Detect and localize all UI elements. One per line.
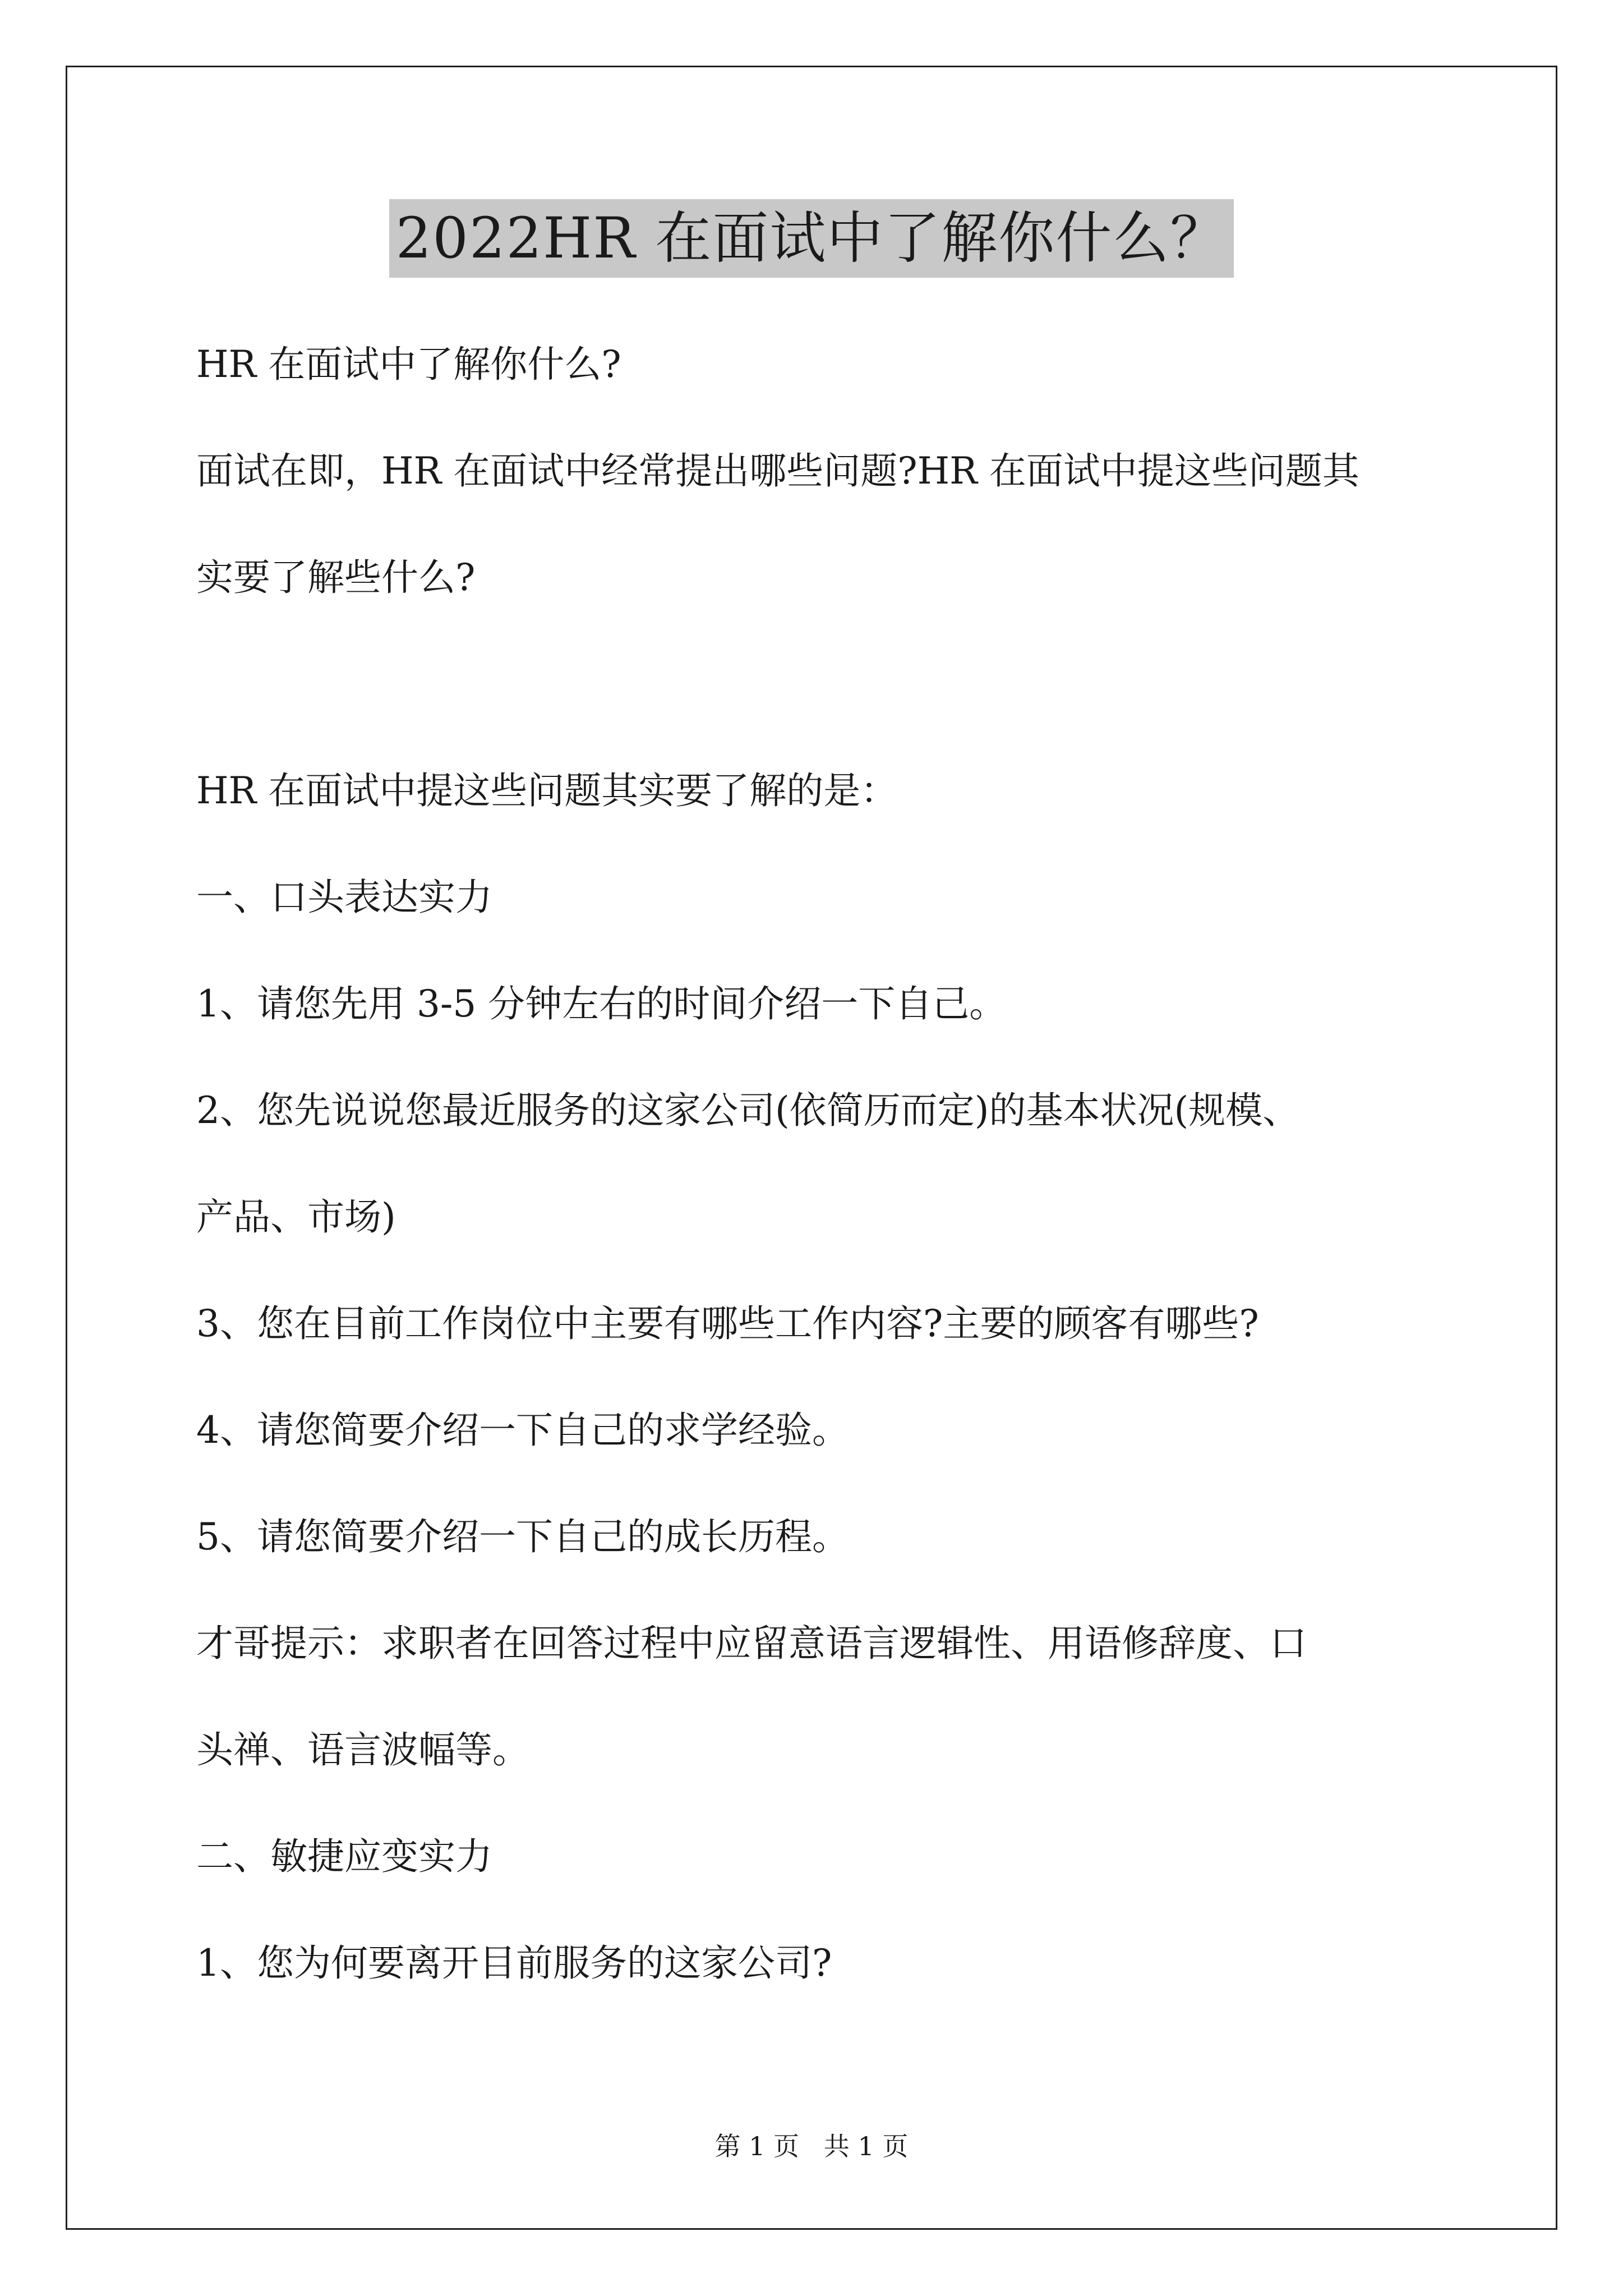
list-item: 1、您为何要离开目前服务的这家公司?: [196, 1941, 832, 1985]
document-body: [196, 311, 1430, 2017]
list-item: 4、请您简要介绍一下自己的求学经验。: [196, 1409, 849, 1452]
paragraph-line: 面试在即，HR 在面试中经常提出哪些问题?HR 在面试中提这些问题其: [196, 449, 1359, 493]
document-title: 2022HR 在面试中了解你什么？: [389, 199, 1234, 278]
list-item: 1、请您先用 3-5 分钟左右的时间介绍一下自己。: [196, 982, 1007, 1025]
title-container: [0, 199, 1623, 278]
paragraph-line: HR 在面试中了解你什么?: [196, 343, 621, 386]
section-heading: 二、敏捷应变实力: [196, 1835, 492, 1878]
list-item-continuation: 产品、市场): [196, 1195, 396, 1239]
list-item: 2、您先说说您最近服务的这家公司(依简历而定)的基本状况(规模、: [196, 1089, 1300, 1132]
list-item: 3、您在目前工作岗位中主要有哪些工作内容?主要的顾客有哪些?: [196, 1302, 1259, 1345]
page-footer: 第 1 页 共 1 页: [714, 2131, 909, 2161]
paragraph-line: HR 在面试中提这些问题其实要了解的是：: [196, 769, 898, 812]
tip-paragraph-continuation: 头禅、语言波幅等。: [196, 1728, 529, 1772]
blank-line: [196, 631, 1430, 738]
tip-paragraph: 才哥提示：求职者在回答过程中应留意语言逻辑性、用语修辞度、口: [196, 1622, 1307, 1665]
list-item: 5、请您简要介绍一下自己的成长历程。: [196, 1515, 849, 1558]
section-heading: 一、口头表达实力: [196, 876, 492, 919]
paragraph-line: 实要了解些什么?: [196, 556, 476, 599]
